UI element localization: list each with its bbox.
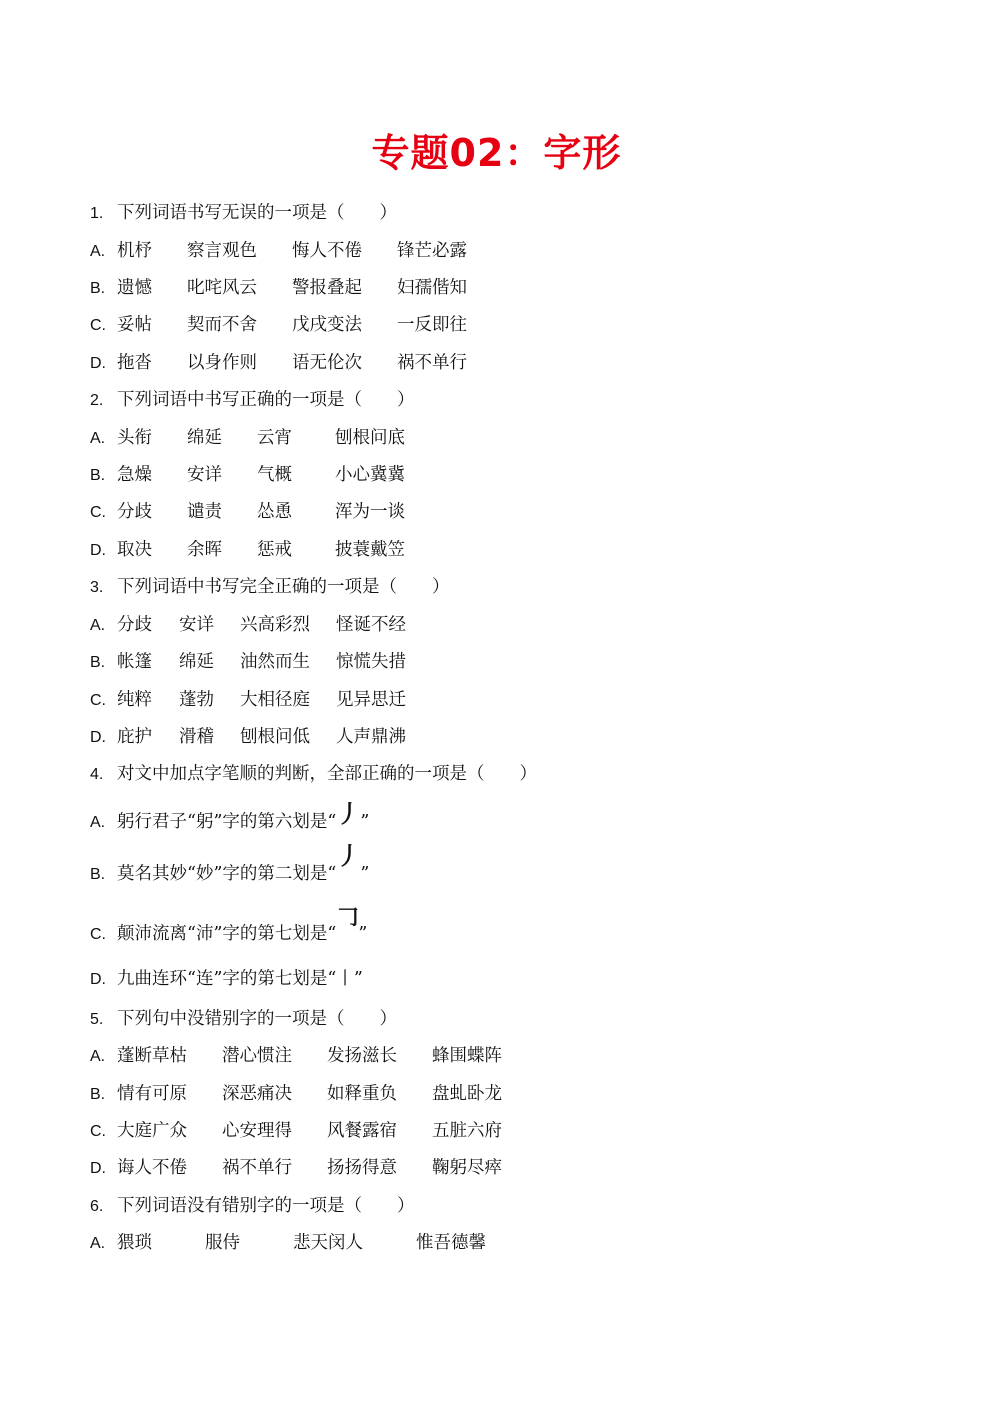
question-text: 下列句中没错别字的一项是（ ） — [117, 1009, 397, 1029]
option-word: 披蓑戴笠 — [335, 540, 405, 560]
question-text: 对文中加点字笔顺的判断，全部正确的一项是（ ） — [117, 764, 537, 784]
option-word: 安详 — [179, 615, 214, 635]
option-label: C. — [90, 692, 106, 709]
question-number: 4. — [90, 766, 104, 783]
option-word: 扬扬得意 — [327, 1158, 397, 1178]
option-word: 分歧 — [117, 615, 152, 635]
option-row — [90, 498, 425, 523]
option-word: 分歧 — [117, 502, 152, 522]
option-word: 云宵 — [257, 428, 292, 448]
option-word: 以身作则 — [187, 353, 257, 373]
option-row — [90, 424, 425, 449]
option-label: A. — [90, 243, 106, 260]
option-word: 绵延 — [179, 652, 214, 672]
option-word: 锋芒必露 — [397, 241, 467, 261]
option-word: 人声鼎沸 — [336, 727, 406, 747]
option-row — [90, 536, 425, 561]
option-word: 蓬断草枯 — [117, 1046, 187, 1066]
question-text: 下列词语中书写正确的一项是（ ） — [117, 390, 415, 410]
option-text: 颠沛流离“沛”字的第七划是“ — [117, 924, 337, 944]
option-row — [90, 648, 426, 673]
option-text: 莫名其妙“妙”字的第二划是“ — [117, 864, 337, 884]
option-label: C. — [90, 1123, 106, 1140]
option-word: 急燥 — [117, 465, 152, 485]
option-word: 警报叠起 — [292, 278, 362, 298]
option-row — [90, 798, 369, 833]
option-label: D. — [90, 971, 106, 988]
option-row — [90, 461, 425, 486]
option-word: 怪诞不经 — [336, 615, 406, 635]
option-row — [90, 965, 363, 990]
option-word: 气概 — [257, 465, 292, 485]
option-word: 机杼 — [117, 241, 152, 261]
option-word: 头衔 — [117, 428, 152, 448]
option-word: 悔人不倦 — [292, 241, 362, 261]
option-label: A. — [90, 1235, 106, 1252]
option-label: A. — [90, 1048, 106, 1065]
option-word: 帐篷 — [117, 652, 152, 672]
question-stem — [90, 1005, 397, 1030]
stroke-glyph: 𠃌 — [336, 904, 359, 930]
option-word: 深恶痛决 — [222, 1084, 292, 1104]
option-word: 庇护 — [117, 727, 152, 747]
option-row — [90, 841, 370, 885]
option-word: 安详 — [187, 465, 222, 485]
option-word: 潜心惯注 — [222, 1046, 292, 1066]
option-word: 蜂围蝶阵 — [432, 1046, 502, 1066]
option-word: 发扬滋长 — [327, 1046, 397, 1066]
option-label: B. — [90, 1086, 106, 1103]
option-label: B. — [90, 280, 106, 297]
option-row — [90, 311, 502, 336]
option-word: 鞠躬尽瘁 — [432, 1158, 502, 1178]
option-row — [90, 723, 426, 748]
option-word: 妇孺偕知 — [397, 278, 467, 298]
option-word: 滑稽 — [179, 727, 214, 747]
option-label: C. — [90, 504, 106, 521]
option-label: D. — [90, 542, 106, 559]
option-label: B. — [90, 866, 106, 883]
option-word: 浑为一谈 — [335, 502, 405, 522]
option-word: 契而不舍 — [187, 315, 257, 335]
option-row — [90, 1117, 537, 1142]
option-word: 悲天闵人 — [293, 1233, 363, 1253]
stroke-glyph: 丿 — [336, 841, 361, 870]
question-number: 1. — [90, 205, 104, 222]
option-word: 惩戒 — [257, 540, 292, 560]
option-word: 叱咤风云 — [187, 278, 257, 298]
option-row — [90, 1229, 516, 1254]
option-word: 绵延 — [187, 428, 222, 448]
option-row — [90, 904, 368, 945]
option-row — [90, 1080, 537, 1105]
option-row — [90, 686, 426, 711]
option-row — [90, 1154, 537, 1179]
option-word: 服侍 — [205, 1233, 240, 1253]
option-label: B. — [90, 467, 106, 484]
question-stem — [90, 573, 450, 598]
option-label: A. — [90, 430, 106, 447]
question-number: 5. — [90, 1011, 104, 1028]
question-text: 下列词语中书写完全正确的一项是（ ） — [117, 577, 450, 597]
option-close-quote: ” — [358, 924, 368, 944]
option-label: C. — [90, 926, 106, 943]
option-word: 五脏六府 — [432, 1121, 502, 1141]
option-word: 兴高彩烈 — [240, 615, 310, 635]
option-text: 躬行君子“躬”字的第六划是“ — [117, 812, 337, 832]
option-word: 察言观色 — [187, 241, 257, 261]
option-word: 一反即往 — [397, 315, 467, 335]
option-label: A. — [90, 617, 106, 634]
option-word: 大相径庭 — [240, 690, 310, 710]
option-word: 情有可原 — [117, 1084, 187, 1104]
option-word: 惟吾德馨 — [416, 1233, 486, 1253]
option-word: 心安理得 — [222, 1121, 292, 1141]
question-number: 2. — [90, 392, 104, 409]
question-stem — [90, 760, 537, 785]
option-row — [90, 349, 502, 374]
option-word: 余晖 — [187, 540, 222, 560]
option-word: 大庭广众 — [117, 1121, 187, 1141]
question-number: 3. — [90, 579, 104, 596]
option-text: 九曲连环“连”字的第七划是“丨” — [117, 969, 363, 989]
option-word: 猥琐 — [117, 1233, 152, 1253]
option-word: 语无伦次 — [292, 353, 362, 373]
option-row — [90, 274, 502, 299]
question-stem — [90, 386, 415, 411]
option-label: C. — [90, 317, 106, 334]
option-close-quote: ” — [360, 812, 370, 832]
option-label: D. — [90, 355, 106, 372]
option-close-quote: ” — [360, 864, 370, 884]
option-row — [90, 1042, 537, 1067]
option-word: 油然而生 — [240, 652, 310, 672]
option-word: 拖沓 — [117, 353, 152, 373]
option-label: A. — [90, 814, 106, 831]
question-stem — [90, 199, 397, 224]
option-word: 妥帖 — [117, 315, 152, 335]
option-word: 祸不单行 — [222, 1158, 292, 1178]
option-word: 小心冀冀 — [335, 465, 405, 485]
option-row — [90, 237, 502, 262]
option-word: 诲人不倦 — [117, 1158, 187, 1178]
question-text: 下列词语书写无误的一项是（ ） — [117, 203, 397, 223]
option-word: 取决 — [117, 540, 152, 560]
option-word: 刨根问底 — [335, 428, 405, 448]
option-word: 风餐露宿 — [327, 1121, 397, 1141]
question-text: 下列词语没有错别字的一项是（ ） — [117, 1196, 415, 1216]
question-stem — [90, 1192, 415, 1217]
option-word: 祸不单行 — [397, 353, 467, 373]
option-label: D. — [90, 729, 106, 746]
option-word: 见异思迁 — [336, 690, 406, 710]
option-word: 如释重负 — [327, 1084, 397, 1104]
option-label: D. — [90, 1160, 106, 1177]
option-word: 谴责 — [187, 502, 222, 522]
option-word: 遗憾 — [117, 278, 152, 298]
option-word: 怂恿 — [257, 502, 292, 522]
page-title: 专题02：字形 — [371, 131, 622, 175]
question-number: 6. — [90, 1198, 104, 1215]
option-word: 蓬勃 — [179, 690, 214, 710]
option-word: 惊慌失措 — [336, 652, 406, 672]
option-label: B. — [90, 654, 106, 671]
stroke-glyph: 丿 — [336, 799, 361, 828]
option-word: 戊戌变法 — [292, 315, 362, 335]
option-word: 刨根问低 — [240, 727, 310, 747]
option-word: 纯粹 — [117, 690, 152, 710]
option-row — [90, 611, 426, 636]
option-word: 盘虬卧龙 — [432, 1084, 502, 1104]
